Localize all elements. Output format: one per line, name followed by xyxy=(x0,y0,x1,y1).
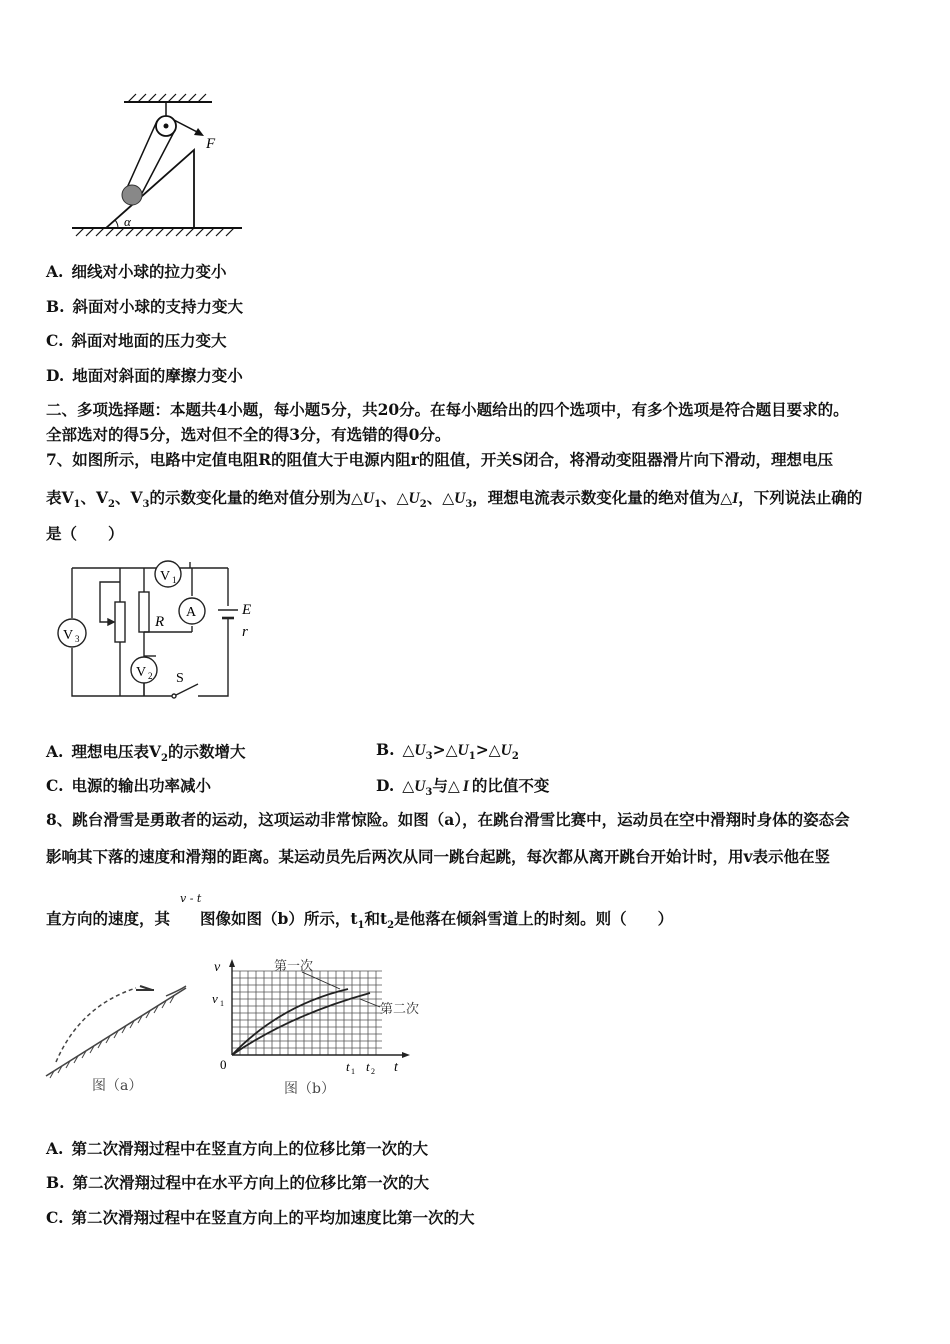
incline-pulley-svg xyxy=(66,90,256,242)
fig-a-caption: 图（a） xyxy=(92,1078,143,1094)
svg-text:V: V xyxy=(160,569,171,584)
vt-label: v - t xyxy=(180,892,202,905)
ski-jump-figure xyxy=(40,976,200,1096)
svg-text:V: V xyxy=(63,628,74,643)
q7-option-a: A. 理想电压表$V_2$的示数增大 xyxy=(46,742,246,765)
q7-line2: 表$V_1$、$V_2$、$V_3$的示数变化量的绝对值分别为$\triangle U_1$、$\triangle U_2$、$\triangle U_3$，理想电流表示数变化量的绝对值为△I，下列说法止确的 xyxy=(46,488,863,511)
q7-line1: 7、如图所示，电路中定值电阻R的阻值大于电源内阻r的阻值，开关S闭合，将滑动变阻器滑片向下滑动，理想电压 xyxy=(46,450,834,469)
circuit-figure xyxy=(56,556,266,704)
vt-graph-svg xyxy=(210,955,440,1100)
ceiling-hatch xyxy=(128,94,206,102)
q8-option-c: C. 第二次滑翔过程中在竖直方向上的平均加速度比第一次的大 xyxy=(46,1208,475,1227)
svg-text:3: 3 xyxy=(75,634,80,644)
q6-option-a-text: 细线对小球的拉力变小 xyxy=(71,262,227,281)
force-label: F xyxy=(206,136,216,152)
fig-b-caption: 图（b） xyxy=(284,1081,335,1097)
q6-option-c xyxy=(46,329,226,351)
q6-option-d xyxy=(46,364,243,386)
ball xyxy=(122,185,142,205)
ground-hatch xyxy=(76,228,234,236)
svg-text:v: v xyxy=(212,991,218,1006)
q6-option-b-text: 斜面对小球的支持力变大 xyxy=(72,297,244,316)
curve-second xyxy=(232,993,370,1055)
vt-graph-figure xyxy=(210,955,440,1100)
q7-option-b: B. $\triangle U_3>\triangle U_1>\triangle U_2$ xyxy=(376,740,519,763)
incline xyxy=(106,150,194,228)
alpha-label: α xyxy=(124,214,131,229)
svg-text:0: 0 xyxy=(220,1057,227,1072)
resistor-label: R xyxy=(155,614,165,630)
svg-text:v: v xyxy=(214,960,221,975)
q6-option-c-key: C. xyxy=(46,331,64,350)
q6-option-b-key: B. xyxy=(46,297,65,316)
q6-option-d-text: 地面对斜面的摩擦力变小 xyxy=(72,366,243,385)
ski-jump-svg xyxy=(40,976,200,1096)
q7-option-c: C. 电源的输出功率减小 xyxy=(46,776,211,795)
switch-label: S xyxy=(176,671,184,686)
q8-line1: 8、跳台滑雪是勇敢者的运动，这项运动非常惊险。如图（a），在跳台滑雪比赛中，运动员在空中滑翔时身体的姿态会 xyxy=(46,810,850,829)
q7-line3: 是（ ） xyxy=(46,524,124,543)
q8-line3: 直方向的速度，其 图像如图（b）所示，$t_1$和$t_2$是他落在倾斜雪道上的时刻。则（ ） xyxy=(46,909,674,932)
label-first: 第一次 xyxy=(274,959,314,974)
internal-r-label: r xyxy=(242,624,248,640)
circuit-svg xyxy=(56,556,266,704)
svg-text:1: 1 xyxy=(220,999,224,1008)
q6-option-c-text: 斜面对地面的压力变大 xyxy=(71,331,227,350)
svg-text:2: 2 xyxy=(148,671,153,681)
q8-option-b: B. 第二次滑翔过程中在水平方向上的位移比第一次的大 xyxy=(46,1173,430,1192)
svg-text:1: 1 xyxy=(172,575,177,585)
q8-line2: 影响其下落的速度和滑翔的距离。某运动员先后两次从同一跳台起跳，每次都从离开跳台开始计时，用v表示他在竖 xyxy=(46,847,831,866)
svg-text:t: t xyxy=(346,1059,350,1074)
q7-option-d: D. $\triangle U_3$与△ I 的比值不变 xyxy=(376,776,550,799)
svg-text:A: A xyxy=(186,605,197,620)
section2-line2: 全部选对的得5分，选对但不全的得3分，有选错的得0分。 xyxy=(46,425,451,444)
svg-text:1: 1 xyxy=(351,1067,355,1076)
graph-grid xyxy=(232,971,382,1055)
svg-text:V: V xyxy=(136,665,147,680)
svg-text:t: t xyxy=(394,1060,398,1075)
label-second: 第二次 xyxy=(380,1002,420,1017)
emf-label: E xyxy=(242,602,252,618)
svg-text:t: t xyxy=(366,1059,370,1074)
svg-text:2: 2 xyxy=(371,1067,375,1076)
q6-option-b xyxy=(46,295,243,317)
q6-option-a-key: A. xyxy=(46,262,64,281)
section2-line1: 二、多项选择题：本题共4小题，每小题5分，共20分。在每小题给出的四个选项中，有多个选项是符合题目要求的。 xyxy=(46,400,849,419)
q6-option-d-key: D. xyxy=(46,366,65,385)
incline-pulley-figure xyxy=(66,90,256,242)
q6-option-a xyxy=(46,260,226,282)
q8-option-a: A. 第二次滑翔过程中在竖直方向上的位移比第一次的大 xyxy=(46,1139,428,1158)
